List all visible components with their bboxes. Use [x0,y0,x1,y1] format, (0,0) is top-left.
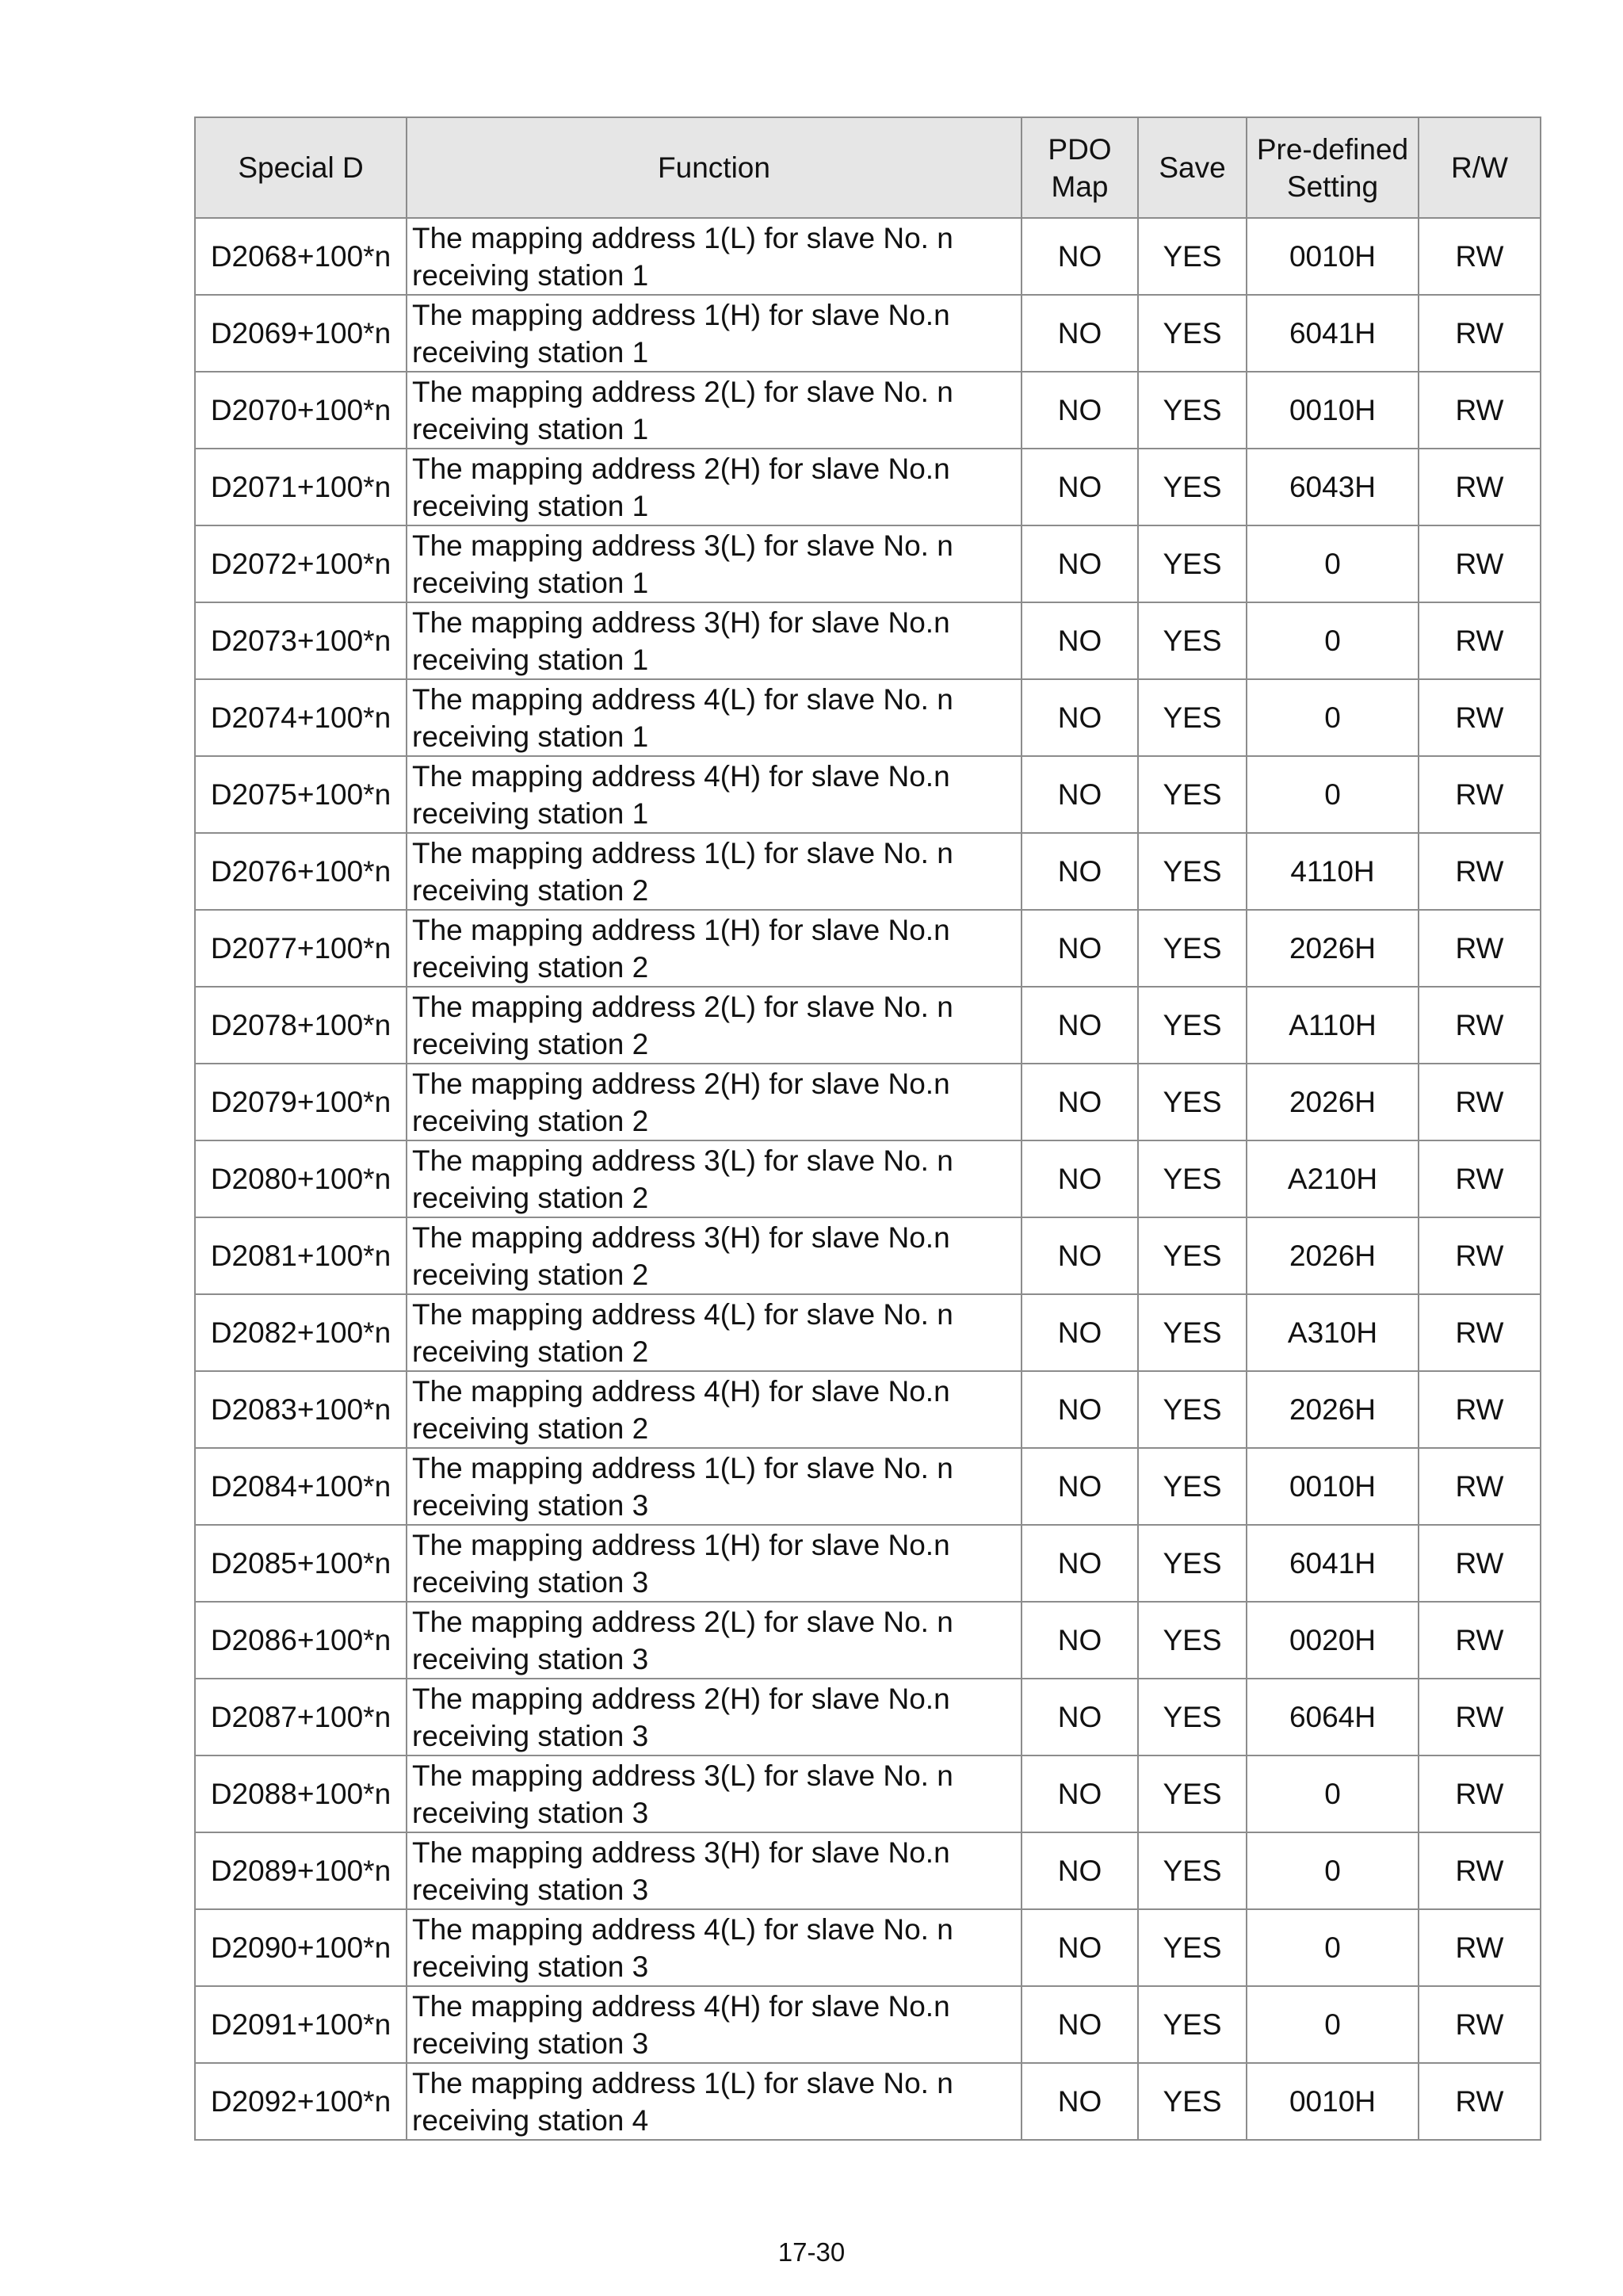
cell-special-d: D2083+100*n [195,1371,407,1448]
cell-save: YES [1138,1371,1247,1448]
cell-rw: RW [1419,1525,1541,1602]
cell-save: YES [1138,218,1247,295]
cell-special-d: D2078+100*n [195,987,407,1064]
cell-pdo-map: NO [1022,525,1138,602]
cell-save: YES [1138,1217,1247,1294]
cell-predefined-setting: 2026H [1247,1371,1419,1448]
cell-rw: RW [1419,295,1541,372]
cell-pdo-map: NO [1022,295,1138,372]
cell-predefined-setting: 0020H [1247,1602,1419,1679]
table-row [195,1986,1541,2063]
cell-pdo-map: NO [1022,1602,1138,1679]
table-row [195,1832,1541,1909]
cell-pdo-map: NO [1022,1679,1138,1755]
cell-function [407,602,1022,679]
cell-rw: RW [1419,1755,1541,1832]
cell-special-d: D2087+100*n [195,1679,407,1755]
cell-predefined-setting: 0 [1247,1986,1419,2063]
function-line-2: receiving station 2 [412,873,649,907]
cell-predefined-setting: 0 [1247,1909,1419,1986]
cell-rw: RW [1419,1986,1541,2063]
function-line-2: receiving station 3 [412,1565,649,1599]
header-predefined-line1: Pre-defined [1256,132,1409,166]
header-special-d [195,117,407,218]
function-line-1: The mapping address 3(L) for slave No. n [412,1144,953,1177]
cell-save: YES [1138,1525,1247,1602]
table-row [195,833,1541,910]
cell-save: YES [1138,602,1247,679]
cell-pdo-map: NO [1022,1986,1138,2063]
cell-rw: RW [1419,218,1541,295]
table-row [195,449,1541,525]
function-line-2: receiving station 2 [412,1181,649,1214]
table-row [195,1064,1541,1140]
cell-special-d: D2068+100*n [195,218,407,295]
function-line-2: receiving station 1 [412,489,649,522]
cell-special-d: D2072+100*n [195,525,407,602]
cell-save: YES [1138,910,1247,987]
cell-rw: RW [1419,833,1541,910]
table-row [195,602,1541,679]
function-line-2: receiving station 1 [412,720,649,753]
cell-function [407,449,1022,525]
function-line-1: The mapping address 1(H) for slave No.n [412,1528,950,1561]
function-line-2: receiving station 1 [412,643,649,676]
function-line-2: receiving station 3 [412,1488,649,1522]
cell-predefined-setting: 0 [1247,1832,1419,1909]
function-line-1: The mapping address 1(H) for slave No.n [412,298,950,331]
table-row [195,1755,1541,1832]
cell-pdo-map: NO [1022,910,1138,987]
function-line-2: receiving station 2 [412,1412,649,1445]
function-line-1: The mapping address 2(L) for slave No. n [412,990,953,1023]
cell-save: YES [1138,1448,1247,1525]
cell-function [407,525,1022,602]
cell-pdo-map: NO [1022,1525,1138,1602]
function-line-1: The mapping address 3(L) for slave No. n [412,529,953,562]
cell-special-d: D2092+100*n [195,2063,407,2140]
cell-special-d: D2085+100*n [195,1525,407,1602]
cell-special-d: D2069+100*n [195,295,407,372]
cell-predefined-setting: 4110H [1247,833,1419,910]
function-line-1: The mapping address 2(H) for slave No.n [412,452,950,485]
function-line-2: receiving station 2 [412,1027,649,1060]
header-function-label: Function [658,151,770,184]
function-line-2: receiving station 1 [412,258,649,292]
cell-pdo-map: NO [1022,372,1138,449]
function-line-2: receiving station 3 [412,1950,649,1983]
cell-function [407,295,1022,372]
header-save [1138,117,1247,218]
function-line-1: The mapping address 4(H) for slave No.n [412,1374,950,1408]
cell-special-d: D2073+100*n [195,602,407,679]
header-pdo-map-line2: Map [1051,170,1109,203]
cell-predefined-setting: 6041H [1247,295,1419,372]
cell-rw: RW [1419,1832,1541,1909]
cell-pdo-map: NO [1022,1832,1138,1909]
table-row [195,372,1541,449]
cell-function [407,1755,1022,1832]
function-line-2: receiving station 1 [412,797,649,830]
cell-save: YES [1138,1602,1247,1679]
cell-special-d: D2086+100*n [195,1602,407,1679]
cell-function [407,1679,1022,1755]
cell-predefined-setting: 2026H [1247,1217,1419,1294]
function-line-1: The mapping address 4(L) for slave No. n [412,682,953,716]
table-row [195,2063,1541,2140]
function-line-2: receiving station 1 [412,566,649,599]
cell-predefined-setting: 0 [1247,525,1419,602]
cell-function [407,372,1022,449]
function-line-2: receiving station 1 [412,412,649,445]
cell-save: YES [1138,987,1247,1064]
table-row [195,1602,1541,1679]
cell-function [407,1909,1022,1986]
cell-predefined-setting: 0010H [1247,218,1419,295]
cell-rw: RW [1419,1679,1541,1755]
cell-special-d: D2090+100*n [195,1909,407,1986]
table-row [195,756,1541,833]
cell-pdo-map: NO [1022,1294,1138,1371]
cell-function [407,1294,1022,1371]
function-line-1: The mapping address 1(H) for slave No.n [412,913,950,946]
cell-function [407,2063,1022,2140]
cell-rw: RW [1419,910,1541,987]
cell-predefined-setting: A210H [1247,1140,1419,1217]
table-header [195,117,1541,218]
cell-predefined-setting: 0 [1247,1755,1419,1832]
cell-rw: RW [1419,1371,1541,1448]
header-save-label: Save [1159,151,1226,184]
cell-function [407,833,1022,910]
cell-rw: RW [1419,372,1541,449]
function-line-1: The mapping address 2(H) for slave No.n [412,1682,950,1715]
cell-save: YES [1138,679,1247,756]
function-line-2: receiving station 2 [412,1258,649,1291]
cell-pdo-map: NO [1022,1064,1138,1140]
cell-rw: RW [1419,1064,1541,1140]
table-row [195,1217,1541,1294]
cell-predefined-setting: 0 [1247,756,1419,833]
table-row [195,679,1541,756]
cell-special-d: D2070+100*n [195,372,407,449]
function-line-1: The mapping address 1(L) for slave No. n [412,2066,953,2099]
cell-special-d: D2082+100*n [195,1294,407,1371]
cell-function [407,1986,1022,2063]
header-predefined-line2: Setting [1286,170,1379,203]
table-row [195,987,1541,1064]
function-line-1: The mapping address 3(H) for slave No.n [412,1221,950,1254]
cell-special-d: D2077+100*n [195,910,407,987]
cell-predefined-setting: 6064H [1247,1679,1419,1755]
cell-save: YES [1138,1755,1247,1832]
cell-pdo-map: NO [1022,1371,1138,1448]
table-row [195,525,1541,602]
cell-pdo-map: NO [1022,1755,1138,1832]
cell-predefined-setting: 0 [1247,602,1419,679]
cell-special-d: D2071+100*n [195,449,407,525]
special-d-table [194,117,1541,2141]
cell-predefined-setting: 6041H [1247,1525,1419,1602]
cell-save: YES [1138,372,1247,449]
header-special-d-label: Special D [238,151,364,184]
function-line-1: The mapping address 4(L) for slave No. n [412,1297,953,1331]
cell-pdo-map: NO [1022,1909,1138,1986]
cell-pdo-map: NO [1022,1217,1138,1294]
function-line-1: The mapping address 2(L) for slave No. n [412,1605,953,1638]
header-function [407,117,1022,218]
function-line-1: The mapping address 2(L) for slave No. n [412,375,953,408]
cell-function [407,218,1022,295]
function-line-2: receiving station 4 [412,2103,649,2137]
cell-rw: RW [1419,1294,1541,1371]
table-body [195,218,1541,2140]
cell-save: YES [1138,1140,1247,1217]
cell-function [407,1140,1022,1217]
cell-save: YES [1138,1909,1247,1986]
cell-special-d: D2079+100*n [195,1064,407,1140]
cell-save: YES [1138,833,1247,910]
cell-special-d: D2075+100*n [195,756,407,833]
cell-save: YES [1138,756,1247,833]
cell-rw: RW [1419,449,1541,525]
cell-save: YES [1138,2063,1247,2140]
table-row [195,1679,1541,1755]
cell-predefined-setting: 6043H [1247,449,1419,525]
cell-rw: RW [1419,1217,1541,1294]
header-pdo-map [1022,117,1138,218]
function-line-2: receiving station 3 [412,1642,649,1675]
cell-function [407,1832,1022,1909]
function-line-1: The mapping address 4(L) for slave No. n [412,1912,953,1946]
table-row [195,1140,1541,1217]
cell-save: YES [1138,1064,1247,1140]
cell-save: YES [1138,449,1247,525]
cell-save: YES [1138,1832,1247,1909]
table-row [195,295,1541,372]
function-line-2: receiving station 3 [412,1873,649,1906]
cell-rw: RW [1419,756,1541,833]
function-line-1: The mapping address 1(L) for slave No. n [412,221,953,254]
cell-rw: RW [1419,1602,1541,1679]
cell-rw: RW [1419,2063,1541,2140]
cell-special-d: D2080+100*n [195,1140,407,1217]
function-line-2: receiving station 3 [412,1719,649,1752]
function-line-2: receiving station 3 [412,2027,649,2060]
cell-rw: RW [1419,1448,1541,1525]
cell-function [407,679,1022,756]
cell-function [407,1217,1022,1294]
cell-special-d: D2074+100*n [195,679,407,756]
function-line-2: receiving station 2 [412,1335,649,1368]
cell-function [407,987,1022,1064]
cell-predefined-setting: 0010H [1247,2063,1419,2140]
cell-special-d: D2088+100*n [195,1755,407,1832]
cell-function [407,910,1022,987]
cell-pdo-map: NO [1022,833,1138,910]
cell-function [407,1448,1022,1525]
function-line-1: The mapping address 4(H) for slave No.n [412,759,950,793]
function-line-1: The mapping address 1(L) for slave No. n [412,1451,953,1484]
header-predefined-setting [1247,117,1419,218]
cell-rw: RW [1419,602,1541,679]
cell-pdo-map: NO [1022,987,1138,1064]
table-row [195,1294,1541,1371]
header-row [195,117,1541,218]
cell-predefined-setting: 0010H [1247,372,1419,449]
cell-pdo-map: NO [1022,218,1138,295]
table-row [195,1448,1541,1525]
cell-pdo-map: NO [1022,756,1138,833]
cell-save: YES [1138,1294,1247,1371]
cell-special-d: D2081+100*n [195,1217,407,1294]
cell-pdo-map: NO [1022,1448,1138,1525]
table-row [195,218,1541,295]
cell-rw: RW [1419,679,1541,756]
table-row [195,1525,1541,1602]
cell-function [407,1602,1022,1679]
header-pdo-map-line1: PDO [1048,132,1112,166]
cell-function [407,1525,1022,1602]
cell-predefined-setting: 0010H [1247,1448,1419,1525]
cell-pdo-map: NO [1022,679,1138,756]
cell-special-d: D2084+100*n [195,1448,407,1525]
cell-special-d: D2089+100*n [195,1832,407,1909]
function-line-1: The mapping address 3(H) for slave No.n [412,606,950,639]
cell-predefined-setting: A110H [1247,987,1419,1064]
page-number: 17-30 [777,2237,846,2267]
function-line-2: receiving station 2 [412,1104,649,1137]
cell-function [407,1371,1022,1448]
function-line-1: The mapping address 3(H) for slave No.n [412,1836,950,1869]
table-row [195,1371,1541,1448]
function-line-2: receiving station 2 [412,950,649,984]
cell-special-d: D2076+100*n [195,833,407,910]
function-line-1: The mapping address 4(H) for slave No.n [412,1989,950,2023]
cell-special-d: D2091+100*n [195,1986,407,2063]
table-row [195,1909,1541,1986]
function-line-2: receiving station 1 [412,335,649,369]
cell-save: YES [1138,1679,1247,1755]
cell-function [407,1064,1022,1140]
cell-rw: RW [1419,1909,1541,1986]
cell-save: YES [1138,525,1247,602]
function-line-1: The mapping address 1(L) for slave No. n [412,836,953,869]
cell-rw: RW [1419,987,1541,1064]
cell-predefined-setting: A310H [1247,1294,1419,1371]
cell-pdo-map: NO [1022,449,1138,525]
header-rw [1419,117,1541,218]
cell-rw: RW [1419,1140,1541,1217]
header-rw-label: R/W [1451,151,1508,184]
cell-predefined-setting: 2026H [1247,910,1419,987]
cell-predefined-setting: 2026H [1247,1064,1419,1140]
cell-save: YES [1138,1986,1247,2063]
cell-save: YES [1138,295,1247,372]
function-line-1: The mapping address 2(H) for slave No.n [412,1067,950,1100]
cell-pdo-map: NO [1022,602,1138,679]
cell-pdo-map: NO [1022,2063,1138,2140]
cell-pdo-map: NO [1022,1140,1138,1217]
function-line-1: The mapping address 3(L) for slave No. n [412,1759,953,1792]
cell-rw: RW [1419,525,1541,602]
table-row [195,910,1541,987]
function-line-2: receiving station 3 [412,1796,649,1829]
cell-predefined-setting: 0 [1247,679,1419,756]
cell-function [407,756,1022,833]
